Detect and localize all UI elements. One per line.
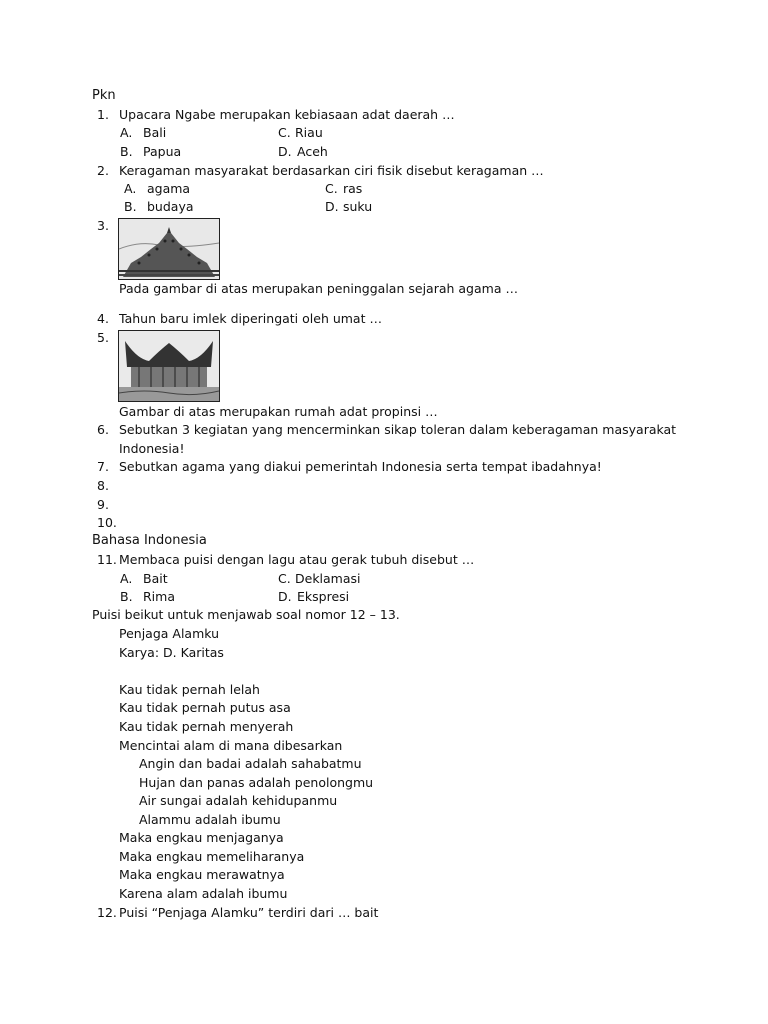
question-number: 11.	[97, 552, 117, 567]
option-letter: D.	[325, 199, 339, 214]
poem-line: Air sungai adalah kehidupanmu	[139, 793, 338, 808]
question-number: 8.	[97, 478, 109, 493]
option-letter: B.	[124, 199, 137, 214]
question-number: 6.	[97, 422, 109, 437]
temple-image	[118, 218, 220, 280]
poem-author: Karya: D. Karitas	[119, 645, 224, 660]
poem-line: Karena alam adalah ibumu	[119, 886, 288, 901]
poem-intro: Puisi beikut untuk menjawab soal nomor 12 – 13.	[92, 607, 400, 622]
poem-line: Kau tidak pernah lelah	[119, 682, 260, 697]
poem-line: Maka engkau menjaganya	[119, 830, 284, 845]
question-text: Gambar di atas merupakan rumah adat propinsi …	[119, 404, 438, 419]
option-letter: C.	[278, 571, 291, 586]
question-text: Keragaman masyarakat berdasarkan ciri fisik disebut keragaman …	[119, 163, 544, 178]
option-letter: B.	[120, 589, 133, 604]
section-title-pkn: Pkn	[92, 88, 116, 103]
poem-line: Maka engkau merawatnya	[119, 867, 285, 882]
poem-line: Hujan dan panas adalah penolongmu	[139, 775, 374, 790]
question-text: Pada gambar di atas merupakan peninggalan sejarah agama …	[119, 281, 518, 296]
question-number: 7.	[97, 459, 109, 474]
question-number: 2.	[97, 163, 109, 178]
question-text: Sebutkan 3 kegiatan yang mencerminkan sikap toleran dalam keberagaman masyarakat	[119, 422, 677, 437]
option-letter: B.	[120, 144, 133, 159]
question-text: Tahun baru imlek diperingati oleh umat …	[119, 311, 382, 326]
question-number: 10.	[97, 515, 117, 530]
poem-line: Mencintai alam di mana dibesarkan	[119, 738, 343, 753]
section-title-bahasa: Bahasa Indonesia	[92, 533, 207, 548]
option-letter: C.	[325, 181, 338, 196]
question-text: Puisi “Penjaga Alamku” terdiri dari … bait	[119, 905, 379, 920]
option-text: Aceh	[297, 144, 328, 159]
poem-line: Kau tidak pernah menyerah	[119, 719, 294, 734]
option-letter: A.	[124, 181, 137, 196]
question-number: 12.	[97, 905, 117, 920]
option-text: Bait	[143, 571, 168, 586]
option-letter: D.	[278, 144, 292, 159]
question-text: Membaca puisi dengan lagu atau gerak tubuh disebut …	[119, 552, 475, 567]
option-text: budaya	[147, 199, 194, 214]
poem-line: Maka engkau memeliharanya	[119, 849, 305, 864]
option-letter: A.	[120, 571, 133, 586]
option-letter: A.	[120, 125, 133, 140]
question-number: 5.	[97, 330, 109, 345]
option-text: Deklamasi	[295, 571, 361, 586]
question-text: Sebutkan agama yang diakui pemerintah Indonesia serta tempat ibadahnya!	[119, 459, 602, 474]
poem-line: Alammu adalah ibumu	[139, 812, 281, 827]
poem-title: Penjaga Alamku	[119, 626, 220, 641]
question-text: Upacara Ngabe merupakan kebiasaan adat daerah …	[119, 107, 455, 122]
option-text: Rima	[143, 589, 175, 604]
option-text: Bali	[143, 125, 167, 140]
option-text: Ekspresi	[297, 589, 350, 604]
question-number: 4.	[97, 311, 109, 326]
option-text: ras	[343, 181, 363, 196]
question-text-continued: Indonesia!	[119, 441, 185, 456]
option-text: Riau	[295, 125, 323, 140]
question-number: 9.	[97, 497, 109, 512]
option-text: Papua	[143, 144, 182, 159]
poem-line: Kau tidak pernah putus asa	[119, 700, 291, 715]
option-text: agama	[147, 181, 191, 196]
option-letter: C.	[278, 125, 291, 140]
house-image	[118, 330, 220, 402]
option-letter: D.	[278, 589, 292, 604]
question-number: 3.	[97, 218, 109, 233]
option-text: suku	[343, 199, 373, 214]
question-number: 1.	[97, 107, 109, 122]
poem-line: Angin dan badai adalah sahabatmu	[139, 756, 362, 771]
